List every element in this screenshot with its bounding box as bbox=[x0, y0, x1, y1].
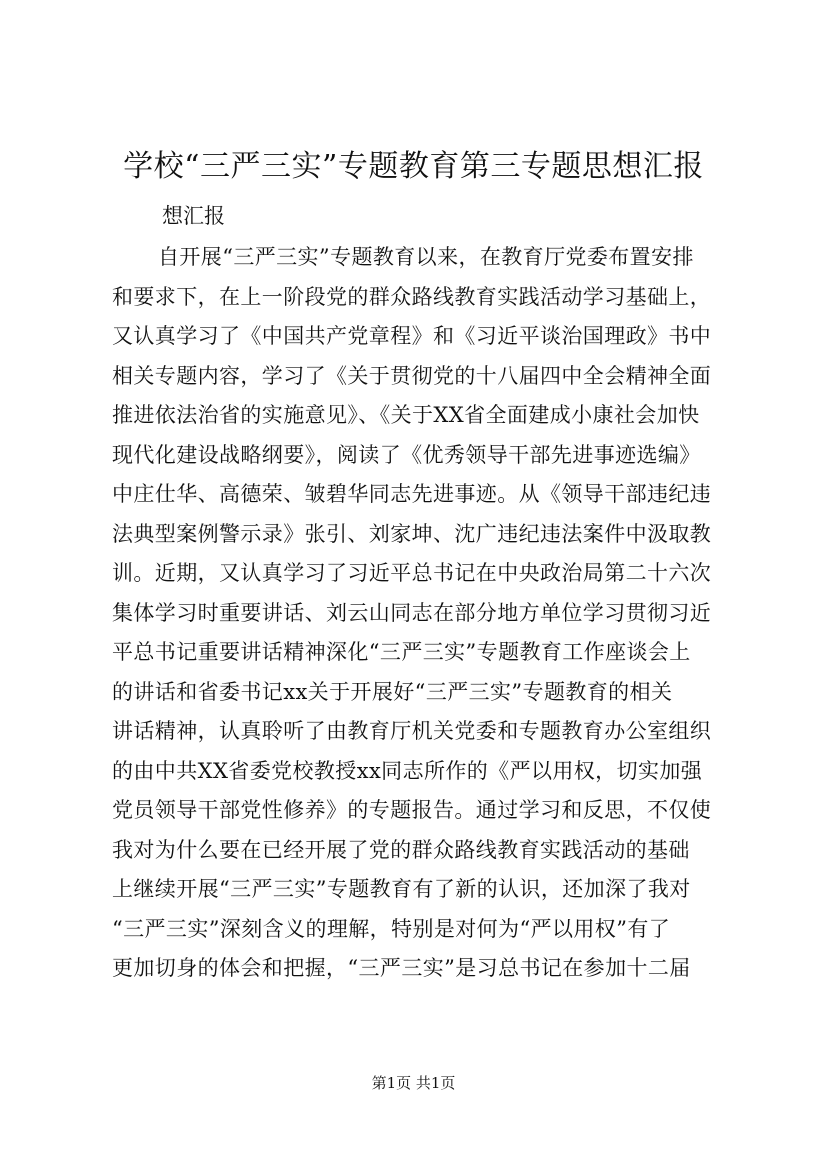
body-line: 的由中共XX省委党校教授xx同志所作的《严以用权，切实加强 bbox=[112, 758, 703, 783]
body-line: 集体学习时重要讲话、刘云山同志在部分地方单位学习贯彻习近 bbox=[112, 600, 712, 625]
body-line: 和要求下，在上一阶段党的群众路线教育实践活动学习基础上， bbox=[112, 284, 712, 309]
body-line: 更加切身的体会和把握，“三严三实”是习总书记在参加十二届 bbox=[112, 956, 691, 980]
body-line: 法典型案例警示录》张引、刘家坤、沈广违纪违法案件中汲取教 bbox=[112, 521, 712, 546]
page-footer: 第1页 共1页 bbox=[371, 1074, 456, 1092]
document-title: 学校“三严三实”专题教育第三专题思想汇报 bbox=[123, 149, 704, 184]
body-line: 自开展“三严三实”专题教育以来，在教育厅党委布置安排 bbox=[158, 245, 694, 269]
body-line: 的讲话和省委书记xx关于开展好“三严三实”专题教育的相关 bbox=[112, 679, 673, 704]
body-line: 训。近期，又认真学习了习近平总书记在中央政治局第二十六次 bbox=[112, 561, 712, 585]
body-line: 党员领导干部党性修养》的专题报告。通过学习和反思，不仅使 bbox=[112, 798, 712, 822]
body-line: 相关专题内容，学习了《关于贯彻党的十八届四中全会精神全面 bbox=[112, 363, 712, 388]
body-line: 平总书记重要讲话精神深化“三严三实”专题教育工作座谈会上 bbox=[112, 640, 691, 664]
body-line: 我对为什么要在已经开展了党的群众路线教育实践活动的基础 bbox=[112, 837, 690, 862]
body-line: 中庄仕华、高德荣、皱碧华同志先进事迹。从《领导干部违纪违 bbox=[112, 482, 712, 506]
body-text bbox=[112, 238, 722, 989]
body-line: 推进依法治省的实施意见》、《关于XX省全面建成小康社会加快 bbox=[112, 403, 700, 427]
body-line: “三严三实”深刻含义的理解，特别是对何为“严以用权”有了 bbox=[112, 916, 671, 941]
body-line: 上继续开展“三严三实”专题教育有了新的认识，还加深了我对 bbox=[112, 877, 691, 901]
body-line: 现代化建设战略纲要》，阅读了《优秀领导干部先进事迹选编》 bbox=[112, 442, 701, 467]
body-line: 讲话精神，认真聆听了由教育厅机关党委和专题教育办公室组织 bbox=[112, 719, 712, 743]
document-subhead: 想汇报 bbox=[162, 204, 225, 228]
body-line: 又认真学习了《中国共产党章程》和《习近平谈治国理政》书中 bbox=[112, 324, 712, 348]
